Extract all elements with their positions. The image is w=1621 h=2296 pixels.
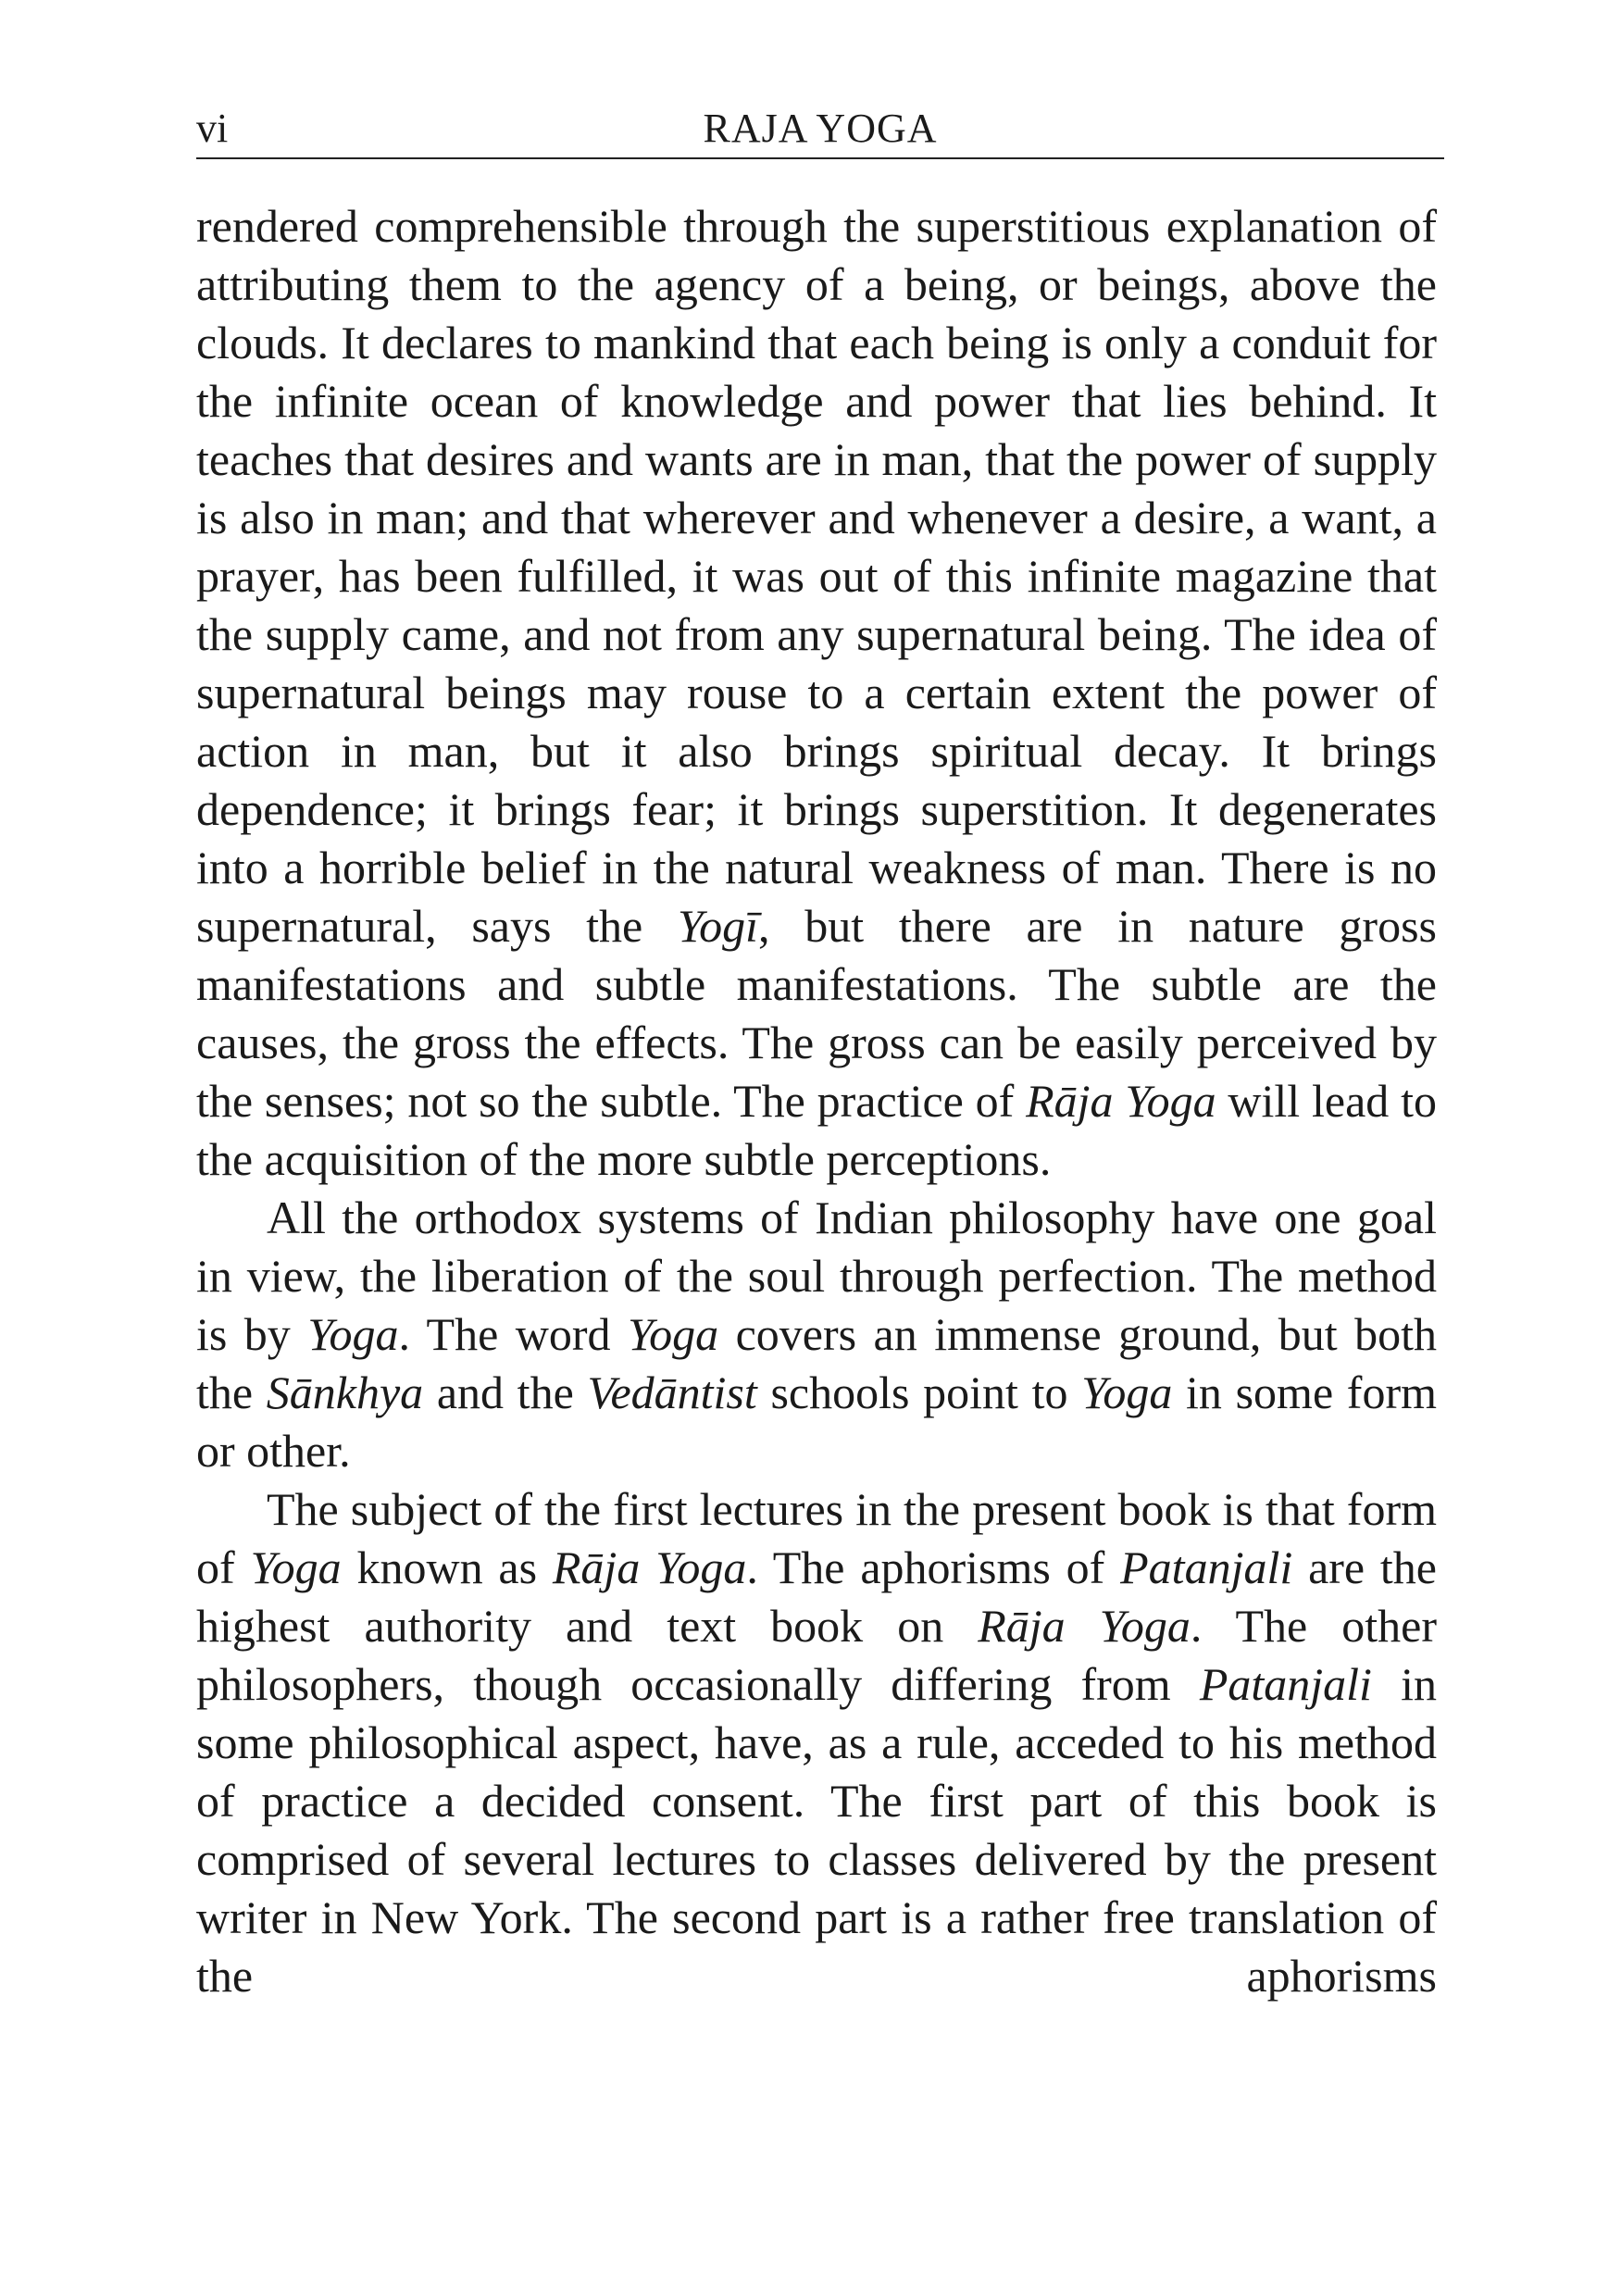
- text-run: covers an immense ground, but both the: [196, 1308, 1438, 1418]
- text-run: rendered comprehensible through the superstitious explanation of attributing them to the agency of a being, or beings, above the clouds. It declares to mankind that each being is only a conduit for the infinite ocean of knowledge and power that lies behind. It teaches that desires and wants are in man, that the power of supply is also in man; and that wherever and whenever a desire, a want, a prayer, has been fulfilled, it was out of this infinite magazine that the supply came, and not from any supernatural being. The idea of supernatural beings may rouse to a certain extent the power of action in man, but it also brings spiritual decay. It brings dependence; it brings fear; it brings superstition. It degenerates into a horrible belief in the natural weakness of man. There is no supernatural, says the: [196, 200, 1437, 952]
- italic-term: Patanjali: [1199, 1658, 1372, 1710]
- paragraph: [196, 197, 1437, 1189]
- paragraph: [196, 1480, 1437, 2005]
- italic-term: Yoga: [1081, 1366, 1173, 1418]
- page-number: vi: [196, 106, 229, 151]
- italic-term: Rāja Yoga: [978, 1600, 1191, 1652]
- text-run: . The other philosophers, though occasionally differing from: [196, 1600, 1437, 1710]
- italic-term: Yoga: [627, 1308, 719, 1360]
- page-header: [196, 100, 1444, 159]
- italic-term: Sānkhya: [266, 1366, 424, 1418]
- running-head: RAJA YOGA: [703, 106, 938, 151]
- italic-term: Rāja Yoga: [1026, 1075, 1216, 1127]
- text-run: known as: [341, 1541, 553, 1593]
- text-run: . The aphorisms of: [746, 1541, 1121, 1593]
- italic-term: Rāja Yoga: [552, 1541, 747, 1593]
- text-run: will lead to the acquisition of the more subtle perceptions.: [196, 1075, 1437, 1185]
- text-run: The subject of the first lectures in the present book is that form of: [196, 1483, 1437, 1593]
- body-text: [196, 197, 1437, 2005]
- italic-term: Patanjali: [1120, 1541, 1293, 1593]
- text-run: and the: [423, 1366, 588, 1418]
- text-run: . The word: [398, 1308, 628, 1360]
- italic-term: Vedāntist: [587, 1366, 757, 1418]
- text-run: , but there are in nature gross manifestations and subtle manifestations. The subtle are the causes, the gross the effects. The gross can be easily perceived by the senses; not so the subtle. The practice of: [196, 900, 1437, 1127]
- italic-term: Yoga: [307, 1308, 399, 1360]
- text-run: in some philosophical aspect, have, as a rule, acceded to his method of practice a decided consent. The first part of this book is comprised of several lectures to classes delivered by the present writer in New York. The second part is a rather free translation of the aphorisms: [196, 1658, 1437, 2002]
- text-run: All the orthodox systems of Indian philosophy have one goal in view, the liberation of the soul through perfection. The method is by: [196, 1192, 1437, 1360]
- text-run: schools point to: [756, 1366, 1082, 1418]
- text-run: are the highest authority and text book on: [196, 1541, 1437, 1652]
- paragraph: [196, 1189, 1437, 1480]
- italic-term: Yogī: [677, 900, 759, 952]
- text-run: in some form or other.: [196, 1366, 1437, 1477]
- italic-term: Yoga: [250, 1541, 342, 1593]
